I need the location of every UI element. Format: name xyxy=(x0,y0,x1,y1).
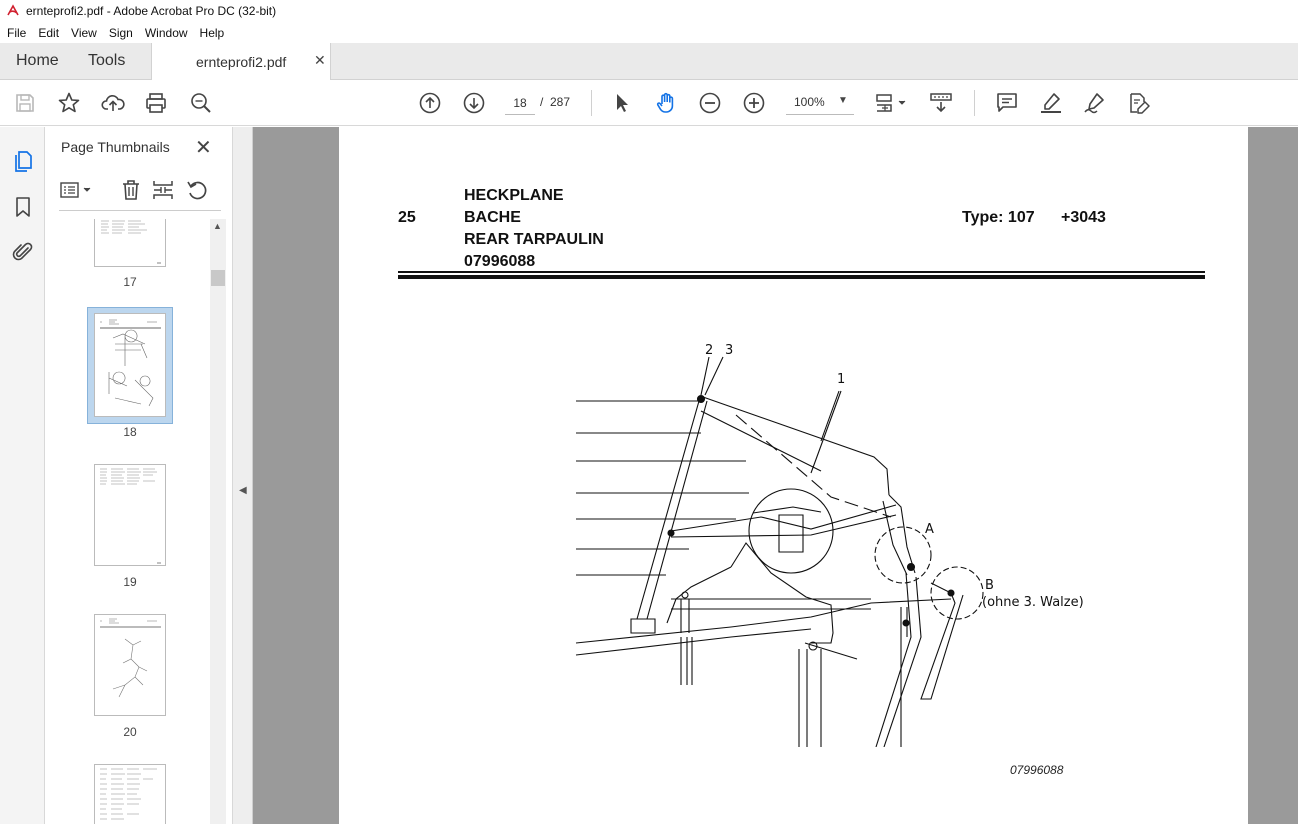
menu-bar xyxy=(0,22,1298,43)
tab-document-label: ernteprofi2.pdf xyxy=(196,54,287,70)
acrobat-app-icon xyxy=(6,4,20,18)
highlight-icon[interactable] xyxy=(1039,91,1063,115)
page-fit-icon[interactable] xyxy=(874,91,910,115)
thumbnail-preview xyxy=(95,219,167,267)
thumbnail-page-19[interactable] xyxy=(94,464,166,566)
thumbnail-preview xyxy=(95,465,167,567)
document-viewport[interactable] xyxy=(253,127,1298,824)
type-label: Type: 107 xyxy=(962,209,1035,226)
left-rail xyxy=(0,127,45,824)
save-icon[interactable] xyxy=(13,91,37,115)
thumbnail-preview xyxy=(95,314,167,418)
chevron-down-icon: ▼ xyxy=(838,95,848,106)
technical-drawing xyxy=(571,337,1101,747)
type-code: +3043 xyxy=(1061,209,1106,226)
menu-file[interactable]: File xyxy=(7,25,27,40)
section-number: 25 xyxy=(398,209,416,226)
thumbnail-preview xyxy=(95,615,167,717)
zoom-select[interactable] xyxy=(786,91,854,115)
header-rule xyxy=(398,271,1205,273)
callout-a: A xyxy=(925,522,934,537)
scrollbar-thumb[interactable] xyxy=(211,270,225,286)
page-separator: / xyxy=(540,95,544,109)
thumbnail-toolbar xyxy=(59,177,221,203)
title-line-fr: BACHE xyxy=(464,209,521,226)
callout-2: 2 xyxy=(705,343,714,358)
main-toolbar xyxy=(0,80,1298,126)
menu-edit[interactable]: Edit xyxy=(38,25,60,40)
options-menu-icon[interactable] xyxy=(59,178,95,202)
tab-document[interactable] xyxy=(151,43,331,81)
page-down-icon[interactable] xyxy=(462,91,486,115)
thumbnail-page-18[interactable] xyxy=(94,313,166,417)
window-title: ernteprofi2.pdf - Adobe Acrobat Pro DC (32-bit) xyxy=(26,4,277,18)
tab-home[interactable]: Home xyxy=(16,52,59,69)
scroll-up-arrow-icon[interactable]: ▲ xyxy=(213,221,222,231)
toolbar-divider xyxy=(974,90,975,116)
panel-collapse-bar xyxy=(233,127,253,824)
attachment-icon[interactable] xyxy=(11,240,35,264)
pdf-page xyxy=(339,127,1248,824)
bookmark-icon[interactable] xyxy=(11,195,35,219)
hand-icon[interactable] xyxy=(654,91,678,115)
figure-code: 07996088 xyxy=(1010,763,1064,777)
tab-tools[interactable]: Tools xyxy=(88,52,126,69)
zoom-value: 100% xyxy=(794,95,825,109)
header-rule-thick xyxy=(398,275,1205,279)
tab-bar xyxy=(0,43,1298,80)
close-tab-icon[interactable]: ✕ xyxy=(314,52,326,68)
callout-3: 3 xyxy=(725,343,734,358)
title-line-part-number: 07996088 xyxy=(464,253,536,270)
callout-note: (ohne 3. Walze) xyxy=(982,595,1084,610)
thumbnail-scrollbar[interactable] xyxy=(210,219,226,824)
page-thumbnails-panel xyxy=(45,127,233,824)
menu-help[interactable]: Help xyxy=(199,25,225,40)
panel-separator xyxy=(59,210,221,211)
menu-window[interactable]: Window xyxy=(144,25,188,40)
thumbnail-label: 18 xyxy=(123,425,137,439)
menu-view[interactable]: View xyxy=(71,25,97,40)
panel-title: Page Thumbnails xyxy=(61,139,170,155)
print-icon[interactable] xyxy=(144,91,168,115)
page-thumbnails-icon[interactable] xyxy=(11,148,35,172)
callout-b: B xyxy=(985,578,994,593)
thumbnail-label: 20 xyxy=(123,725,137,739)
select-cursor-icon[interactable] xyxy=(610,91,634,115)
menu-sign[interactable]: Sign xyxy=(108,25,133,40)
thumbnail-label: 17 xyxy=(123,275,137,289)
scroll-mode-icon[interactable] xyxy=(929,91,953,115)
callout-1: 1 xyxy=(837,372,846,387)
thumbnail-label: 19 xyxy=(123,575,137,589)
thumbnail-page-21[interactable] xyxy=(94,764,166,824)
zoom-out-icon[interactable] xyxy=(698,91,722,115)
sign-icon[interactable] xyxy=(1083,91,1107,115)
thumbnail-preview xyxy=(95,765,167,824)
edit-pdf-icon[interactable] xyxy=(1127,91,1151,115)
comment-icon[interactable] xyxy=(995,91,1019,115)
toolbar-divider xyxy=(591,90,592,116)
trash-icon[interactable] xyxy=(119,178,143,202)
total-pages: 287 xyxy=(550,95,571,109)
star-icon[interactable] xyxy=(57,91,81,115)
page-number-input[interactable] xyxy=(505,91,535,115)
title-bar xyxy=(0,0,1298,22)
close-panel-icon[interactable]: ✕ xyxy=(195,137,212,159)
rotate-icon[interactable] xyxy=(185,178,209,202)
thumbnail-page-20[interactable] xyxy=(94,614,166,716)
title-line-de: HECKPLANE xyxy=(464,187,564,204)
title-line-en: REAR TARPAULIN xyxy=(464,231,604,248)
insert-page-icon[interactable] xyxy=(151,178,175,202)
upload-icon[interactable] xyxy=(101,91,125,115)
thumbnail-page-17[interactable] xyxy=(94,219,166,267)
zoom-in-icon[interactable] xyxy=(742,91,766,115)
page-up-icon[interactable] xyxy=(418,91,442,115)
collapse-panel-icon[interactable]: ◀ xyxy=(239,485,247,496)
zoom-search-icon[interactable] xyxy=(189,91,213,115)
